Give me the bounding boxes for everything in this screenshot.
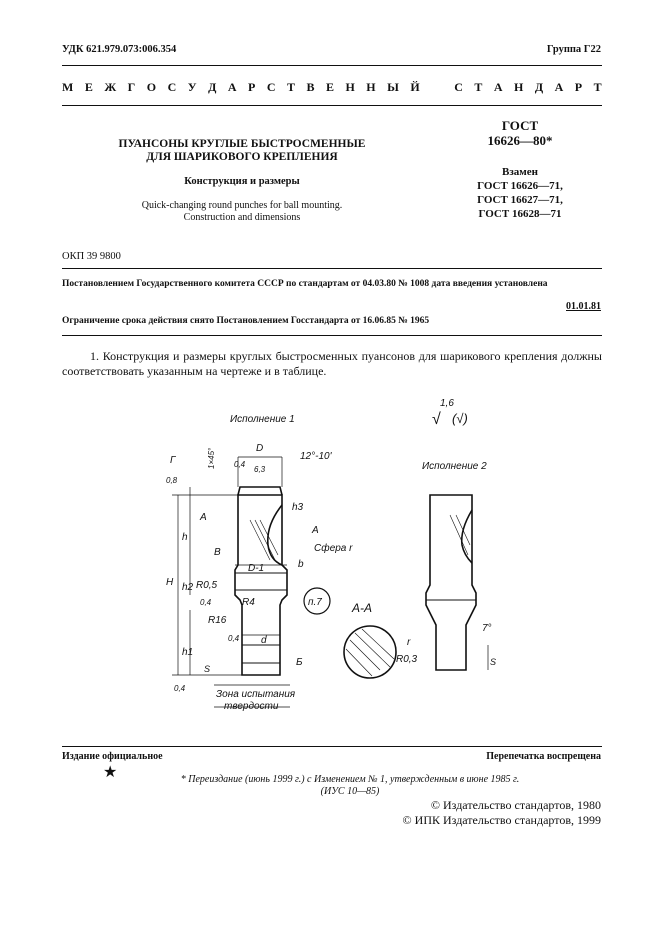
label-H: H [166,577,174,588]
version1-head [238,487,282,495]
banner-letter: Т [474,80,483,94]
roughness-value: 1,6 [440,398,454,409]
interstate-standard-banner [62,80,602,95]
label-04-top: 0,4 [234,460,246,469]
label-04-mid: 0,4 [200,598,212,607]
gost-number-block [440,118,600,148]
banner-letter: Н [514,80,524,94]
banner-letter: О [146,80,157,94]
introduction-date: 01.01.81 [566,301,601,312]
version1-label: Исполнение 1 [230,414,295,425]
copyright-1999: © ИПК Издательство стандартов, 1999 [402,813,601,827]
english-title-line-1: Quick-changing round punches for ball mounting. [141,200,343,211]
banner-letter: Т [286,80,295,94]
banner-letter: С [454,80,463,94]
banner-letter: У [187,80,197,94]
label-R05: R0,5 [196,580,218,591]
label-04-bottom: 0,4 [174,684,186,693]
label-D: D [256,443,264,454]
clause-1: 1. Конструкция и размеры круглых быстросменных пуансонов для шарикового крепления должны соответствовать указанным на чертеже и в таблице. [62,349,602,378]
section-circle [344,626,396,678]
banner-letter: С [266,80,276,94]
replaces-label: Взамен [502,166,538,178]
hardness-zone-line2: твердости [224,701,279,712]
official-edition: Издание официальное [62,751,163,762]
banner-letter: Д [534,80,544,94]
label-h2: h2 [182,582,194,593]
banner-letter: А [554,80,564,94]
english-title [62,200,422,224]
star-icon: ★ [103,764,118,781]
label-R4: R4 [242,597,255,608]
reissue-note [140,774,560,798]
english-title-line-2: Construction and dimensions [183,212,301,223]
label-R03: R0,3 [396,654,418,665]
label-s: S [204,664,211,674]
banner-letter: С [167,80,177,94]
banner-letter: А [227,80,237,94]
hardness-zone-line1: Зона испытания [216,689,296,700]
label-b: b [298,559,304,570]
reprint-prohibited: Перепечатка воспрещена [486,751,601,762]
replaces-block [440,165,600,221]
banner-letter: Н [366,80,376,94]
banner-letter: Н [345,80,355,94]
okp-code: ОКП 39 9800 [62,251,121,262]
label-p7: п.7 [308,597,322,608]
section-label: А-А [352,601,373,615]
banner-letter: М [62,80,74,94]
banner-letter: Е [84,80,93,94]
copyright-block [403,798,601,828]
label-h3: h3 [292,502,304,513]
roughness-check: (√) [452,411,468,426]
banner-letter: Р [247,80,256,94]
label-r: r [407,637,411,648]
banner-letter: Д [208,80,217,94]
banner-letter: Ж [104,80,117,94]
top-rule [62,65,602,66]
footer-rule [62,746,602,747]
banner-letter: Г [127,80,136,94]
banner-letter: Р [574,80,583,94]
banner-rule [62,105,602,106]
gost-label: ГОСТ [501,118,539,133]
label-R16: R16 [208,615,227,626]
banner-letter: Й [410,80,420,94]
punch-drawing-svg [130,395,530,725]
label-h: h [182,532,188,543]
decree-text: Постановлением Государственного комитета СССР по стандартам от 04.03.80 № 1008 дата введения установлена [62,279,548,289]
label-B: В [214,547,221,558]
label-s-v2: S [490,657,497,667]
banner-letter: В [306,80,315,94]
label-d: d [261,635,267,646]
label-h1: h1 [182,647,194,658]
label-G: Г [170,455,176,466]
label-Bb: Б [296,657,303,668]
document-subtitle: Конструкция и размеры [184,176,300,187]
reissue-note-line1: * Переиздание (июнь 1999 г.) с Изменением № 1, утвержденным в июне 1985 г. [180,774,520,785]
banner-letter: А [493,80,503,94]
label-04-low: 0,4 [228,634,240,643]
label-08: 0,8 [166,476,178,485]
label-D1: D-1 [248,563,265,574]
roughness-symbol: √ [432,411,441,428]
copyright-1980: © Издательство стандартов, 1980 [430,798,601,812]
decree-rule [62,335,602,336]
replaces-item: ГОСТ 16627—71, [477,194,563,206]
label-sphere: Сфера r [314,543,353,554]
label-A-left: А [200,512,207,523]
limitation-text: Ограничение срока действия снято Постановлением Госстандарта от 16.06.85 № 1965 [62,316,430,326]
label-7deg: 7° [482,623,492,634]
banner-letter: Ы [387,80,399,94]
reissue-note-line2: (ИУС 10—85) [320,786,380,797]
replaces-item: ГОСТ 16626—71, [477,180,563,192]
version2-label: Исполнение 2 [422,461,487,472]
label-63: 6,3 [254,465,266,474]
label-A-right: А [312,525,319,536]
document-title [62,138,422,164]
banner-letter: Е [325,80,334,94]
gost-number: 16626—80* [487,133,553,148]
replaces-item: ГОСТ 16628—71 [478,208,562,220]
okp-rule [62,268,602,269]
version2-outline [426,495,476,670]
title-line-1: ПУАНСОНЫ КРУГЛЫЕ БЫСТРОСМЕННЫЕ [118,138,366,150]
label-chamfer: 1×45° [207,447,216,469]
banner-letter: Т [593,80,602,94]
label-angle: 12°-10' [300,451,332,462]
group-code: Группа Г22 [546,44,601,55]
technical-drawing [130,395,530,730]
udk-code: УДК 621.979.073:006.354 [62,44,177,55]
title-line-2: ДЛЯ ШАРИКОВОГО КРЕПЛЕНИЯ [146,151,338,163]
